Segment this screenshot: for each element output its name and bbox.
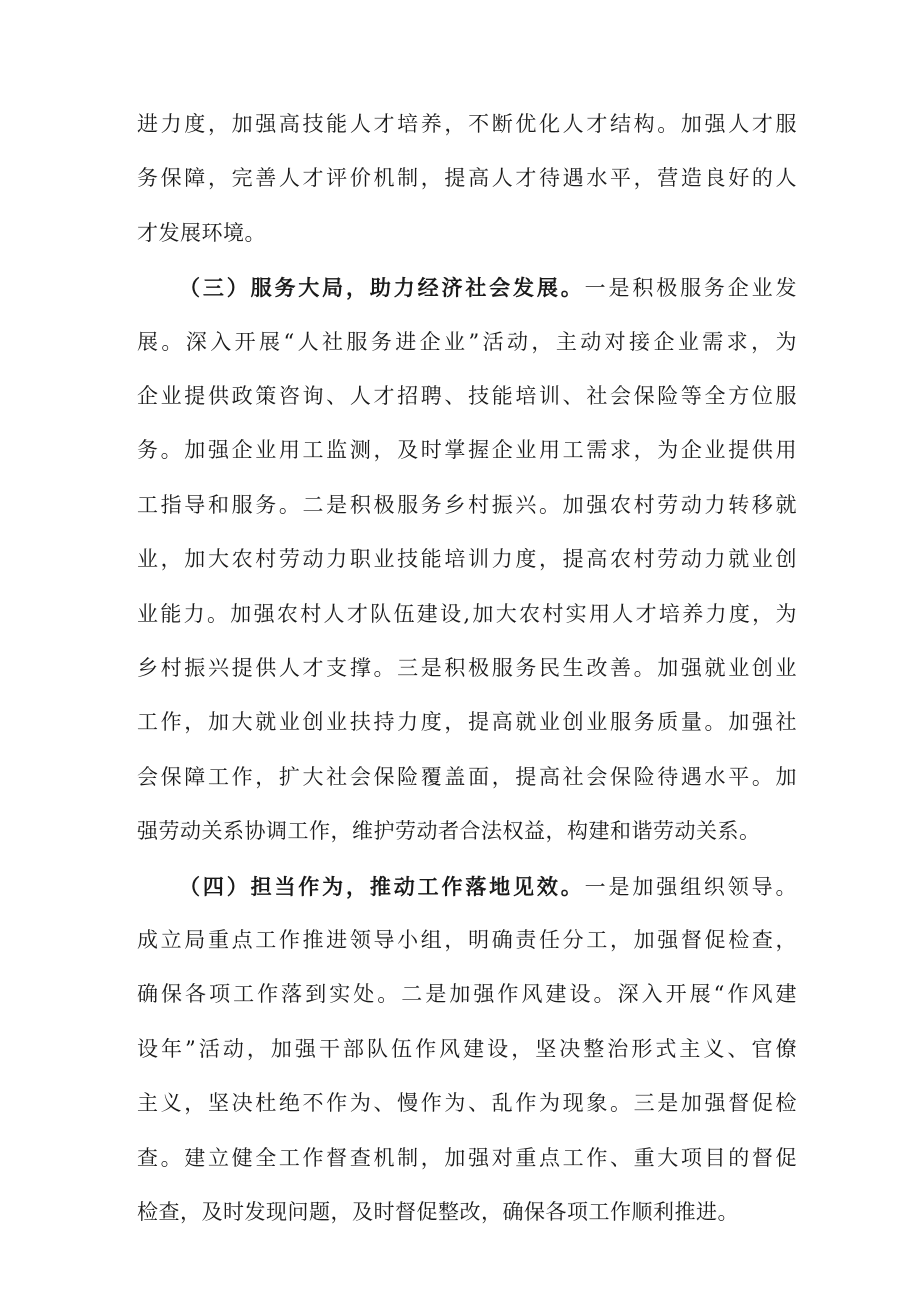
- text-line: 展。深入开展“人社服务进企业”活动，主动对接企业需求，为: [137, 329, 797, 354]
- text-line: 主义，坚决杜绝不作为、慢作为、乱作为现象。三是加强督促检: [137, 1091, 797, 1116]
- text-segment: 一是积极服务企业发: [584, 276, 798, 301]
- text-line: 进力度，加强高技能人才培养，不断优化人才结构。加强人才服: [137, 112, 797, 136]
- text-line: 确保各项工作落到实处。二是加强作风建设。深入开展“作风建: [137, 982, 797, 1007]
- text-line: 设年”活动，加强干部队伍作风建设，坚决整治形式主义、官僚: [137, 1036, 797, 1061]
- text-line: 乡村振兴提供人才支撑。三是积极服务民生改善。加强就业创业: [137, 656, 797, 680]
- text-line: 会保障工作，扩大社会保险覆盖面，提高社会保险待遇水平。加: [137, 764, 797, 789]
- text-line: 业能力。加强农村人才队伍建设,加大农村实用人才培养力度，为: [137, 601, 797, 626]
- text-line: 强劳动关系协调工作，维护劳动者合法权益，构建和谐劳动关系。: [137, 819, 761, 844]
- text-segment: 一是加强组织领导。: [584, 874, 798, 899]
- text-line: 务。加强企业用工监测，及时掌握企业用工需求，为企业提供用: [137, 438, 797, 463]
- text-line: 查。建立健全工作督查机制，加强对重点工作、重大项目的督促: [137, 1145, 797, 1170]
- text-line: [137, 870, 797, 903]
- text-line: 业，加大农村劳动力职业技能培训力度，提高农村劳动力就业创: [137, 547, 797, 572]
- section-heading: （三）服务大局，助力经济社会发展。: [179, 275, 585, 301]
- text-line: 成立局重点工作推进领导小组，明确责任分工，加强督促检查，: [137, 928, 797, 952]
- text-line: 工作，加大就业创业扶持力度，提高就业创业服务质量。加强社: [137, 710, 797, 735]
- text-line: 才发展环境。: [137, 220, 266, 245]
- text-line: 工指导和服务。二是积极服务乡村振兴。加强农村劳动力转移就: [137, 492, 797, 517]
- text-line: [137, 271, 797, 304]
- text-line: 企业提供政策咨询、人才招聘、技能培训、社会保险等全方位服: [137, 384, 797, 408]
- section-heading: （四）担当作为，推动工作落地见效。: [179, 873, 585, 899]
- text-line: 检查，及时发现问题，及时督促整改，确保各项工作顺利推进。: [137, 1200, 739, 1224]
- text-line: 务保障，完善人才评价机制，提高人才待遇水平，营造良好的人: [137, 166, 797, 191]
